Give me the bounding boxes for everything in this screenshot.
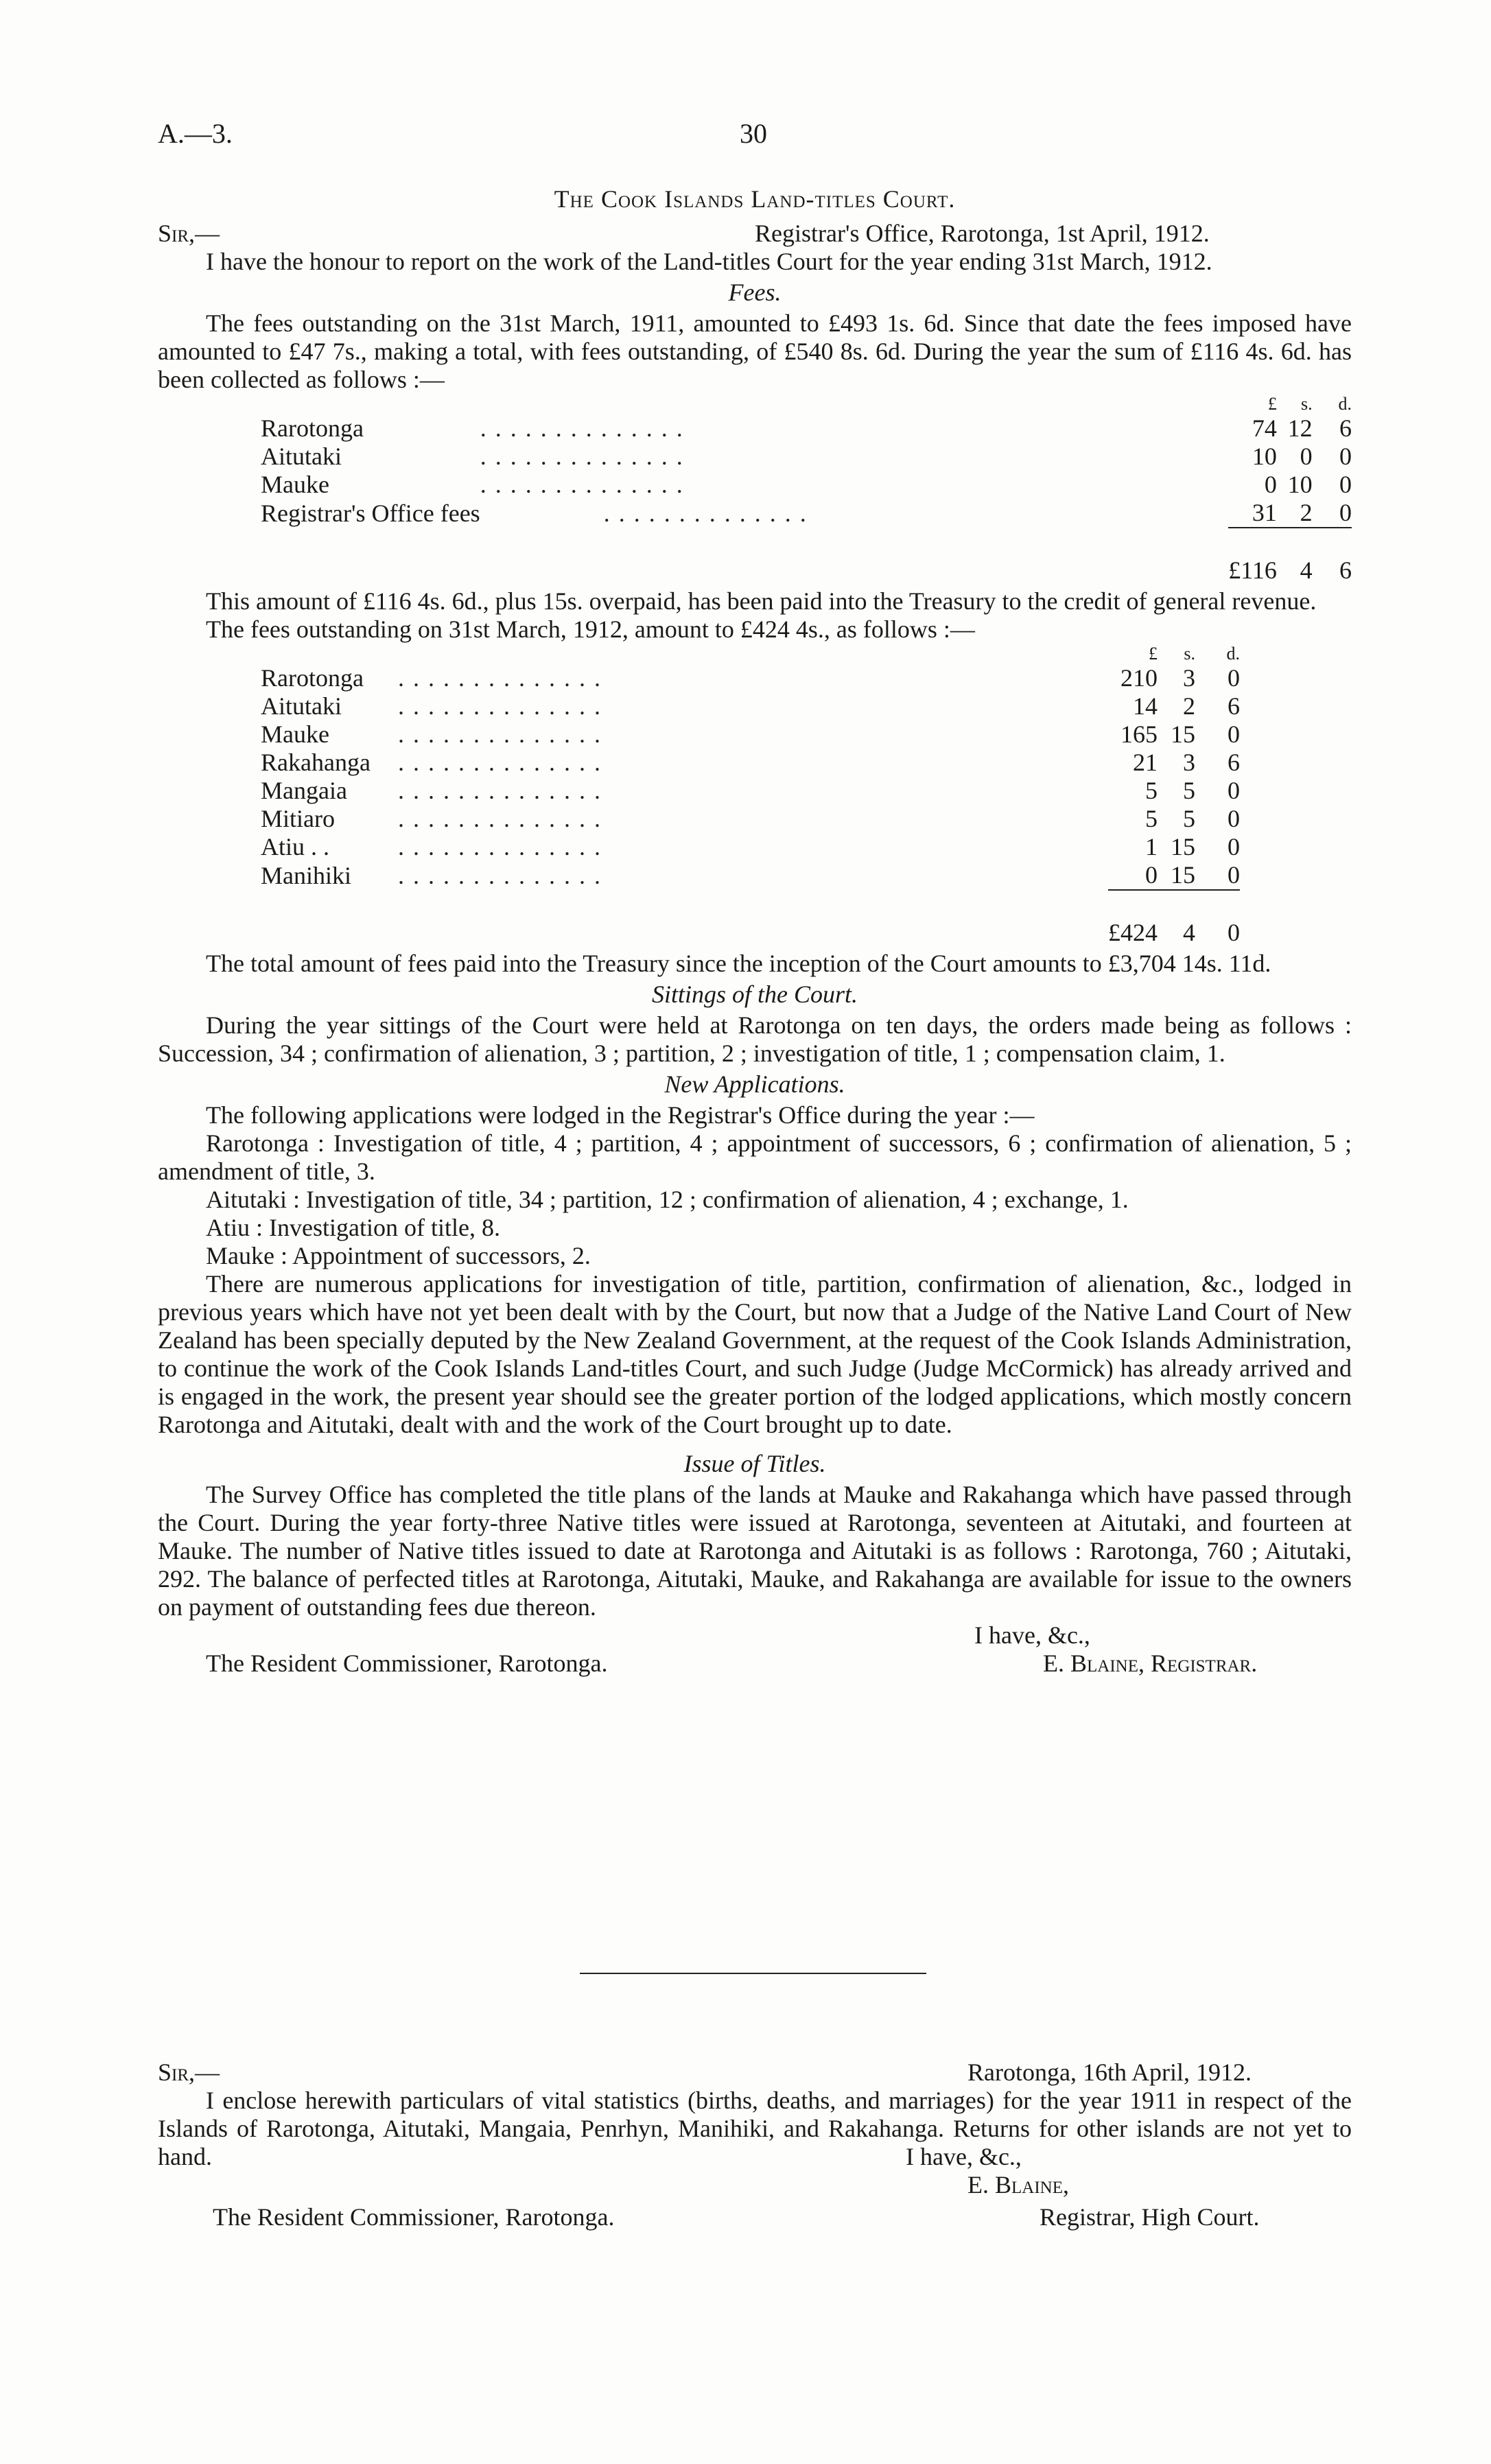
island-name: Mauke	[261, 471, 329, 498]
signature: E. Blaine, Registrar.	[1043, 1650, 1258, 1677]
titles-paragraph: The Survey Office has completed the title plans of the lands at Mauke and Rakahanga which have passed through the Court. During the year forty-three Native titles were issued at Rarotonga, seventeen at Aitutaki, and fourteen at Mauke. The number of Native titles issued to date at Rarotonga and Aitutaki is as follows : Rarotonga, 760 ; Aitutaki, 292. The balance of perfected titles at Rarotonga, Aitutaki, Mauke, and Rakahanga are available for issue to the owners on payment of outstanding fees due thereon.	[158, 1481, 1352, 1621]
total-pence: 0	[1228, 919, 1240, 946]
pence-header: d.	[1338, 394, 1352, 414]
titles-heading: Issue of Titles.	[683, 1450, 826, 1477]
shillings-cell: 3	[1183, 749, 1195, 776]
island-name: Manihiki	[261, 861, 351, 889]
signature-line	[158, 1650, 1352, 1678]
island-name: Rakahanga	[261, 749, 371, 776]
page-number: 30	[740, 118, 767, 149]
island-name: Rarotonga	[261, 414, 364, 442]
pence-cell: 0	[1228, 777, 1240, 804]
pounds-cell: 10	[1252, 443, 1277, 470]
table-row	[261, 414, 1352, 443]
table-row	[261, 777, 1240, 805]
fees-heading: Fees.	[728, 279, 782, 306]
shillings-cell: 10	[1287, 471, 1313, 498]
signature-line	[158, 2203, 1352, 2231]
letter-one	[158, 220, 1352, 1678]
signer-title: Registrar, High Court.	[1040, 2203, 1260, 2231]
table-row	[261, 471, 1352, 499]
island-name: Atiu . .	[261, 833, 330, 860]
shillings-header: s.	[1184, 644, 1195, 664]
applications-atiu: Atiu : Investigation of title, 8.	[206, 1214, 500, 1241]
table-row	[261, 861, 1240, 890]
pounds-cell: 74	[1252, 414, 1277, 442]
pounds-cell: 165	[1120, 720, 1158, 748]
island-name: Rarotonga	[261, 664, 364, 692]
item-name: Registrar's Office fees	[261, 499, 480, 527]
island-name: Aitutaki	[261, 692, 342, 720]
pence-cell: 6	[1228, 749, 1240, 776]
pence-cell: 6	[1228, 692, 1240, 720]
fees-paragraph: The fees outstanding on the 31st March, 1911, amounted to £493 1s. 6d. Since that date the fees imposed have amounted to £47 7s., making a total, with fees outstanding, of £540 8s. 6d. During the year the sum of £116 4s. 6d. has been collected as follows :—	[158, 309, 1352, 393]
pounds-cell: 14	[1133, 692, 1158, 720]
leader-dots: . . . . . . . . . . . . . .	[480, 414, 684, 442]
leader-dots: . . . . . . . . . . . . . .	[398, 805, 602, 832]
table-row	[261, 443, 1352, 471]
total-row	[261, 919, 1240, 947]
addressee: The Resident Commissioner, Rarotonga.	[206, 1650, 608, 1677]
total-pence: 6	[1339, 556, 1352, 584]
pence-cell: 0	[1339, 499, 1352, 526]
shillings-header: s.	[1301, 394, 1313, 414]
applications-mauke: Mauke : Appointment of successors, 2.	[206, 1242, 591, 1269]
total-pounds: £424	[1108, 919, 1158, 946]
total-shillings: 4	[1183, 919, 1195, 946]
leader-dots: . . . . . . . . . . . . . .	[603, 499, 808, 527]
table-row	[261, 664, 1240, 692]
table-row	[261, 833, 1240, 861]
pence-cell: 0	[1339, 471, 1352, 498]
closing-line	[158, 2143, 1352, 2171]
applications-intro: The following applications were lodged in the Registrar's Office during the year :—	[206, 1101, 1035, 1129]
pence-cell: 0	[1228, 720, 1240, 748]
table-row	[261, 749, 1240, 777]
total-row	[261, 556, 1352, 585]
island-name: Mauke	[261, 720, 329, 748]
pence-cell: 0	[1228, 861, 1240, 889]
table-row	[261, 720, 1240, 749]
leader-dots: . . . . . . . . . . . . . .	[398, 720, 602, 748]
island-name: Mangaia	[261, 777, 347, 804]
leader-dots: . . . . . . . . . . . . . .	[398, 861, 602, 889]
leader-dots: . . . . . . . . . . . . . .	[398, 833, 602, 860]
column-header-row	[261, 644, 1240, 664]
total-paragraph: The total amount of fees paid into the Treasury since the inception of the Court amounts to £3,704 14s. 11d.	[206, 950, 1271, 977]
sittings-heading: Sittings of the Court.	[651, 981, 858, 1008]
closing-line	[158, 1621, 1352, 1650]
island-name: Aitutaki	[261, 443, 342, 470]
signer: E. Blaine,	[967, 2171, 1069, 2198]
pounds-cell: 31	[1252, 499, 1277, 526]
shillings-cell: 12	[1287, 414, 1313, 442]
letter-body: I enclose herewith particulars of vital statistics (births, deaths, and marriages) for the year 1911 in respect of the Islands of Rarotonga, Aitutaki, Mangaia, Penrhyn, Manihiki, and Rakahanga. Returns for other islands are not yet to hand.	[158, 2087, 1352, 2170]
pounds-header: £	[1267, 394, 1277, 414]
leader-dots: . . . . . . . . . . . . . .	[398, 692, 602, 720]
leader-dots: . . . . . . . . . . . . . .	[480, 471, 684, 498]
table-row	[261, 499, 1352, 528]
closing: I have, &c.,	[974, 1621, 1090, 1649]
leader-dots: . . . . . . . . . . . . . .	[398, 749, 602, 776]
pounds-cell: 1	[1145, 833, 1158, 860]
letter-heading-line	[158, 2058, 1352, 2087]
outstanding-fees-table	[261, 644, 1240, 947]
separator-rule	[580, 1973, 926, 1974]
shillings-cell: 5	[1183, 805, 1195, 832]
pence-cell: 0	[1228, 833, 1240, 860]
pounds-cell: 210	[1120, 664, 1158, 692]
applications-rarotonga: Rarotonga : Investigation of title, 4 ; partition, 4 ; appointment of successors, 6 ; confirmation of alienation, 5 ; amendment of title, 3.	[158, 1129, 1352, 1185]
shillings-cell: 15	[1171, 720, 1195, 748]
salutation: Sir,—	[158, 220, 220, 247]
pounds-header: £	[1149, 644, 1158, 664]
pounds-cell: 0	[1145, 861, 1158, 889]
table-row	[261, 692, 1240, 720]
shillings-cell: 3	[1183, 664, 1195, 692]
applications-paragraph: There are numerous applications for investigation of title, partition, confirmation of alienation, &c., lodged in previous years which have not yet been dealt with by the Court, but now that a Judge of the Native Land Court of New Zealand has been specially deputed by the New Zealand Government, at the request of the Cook Islands Administration, to continue the work of the Cook Islands Land-titles Court, and such Judge (Judge McCormick) has already arrived and is engaged in the work, the present year should see the greater portion of the lodged applications, which mostly concern Rarotonga and Aitutaki, dealt with and the work of the Court brought up to date.	[158, 1270, 1352, 1438]
pence-cell: 0	[1228, 664, 1240, 692]
salutation: Sir,—	[158, 2058, 220, 2086]
table-row	[261, 805, 1240, 833]
pence-cell: 6	[1339, 414, 1352, 442]
total-pounds: £116	[1228, 556, 1277, 584]
pounds-cell: 5	[1145, 777, 1158, 804]
letter-heading-line	[158, 220, 1352, 248]
addressee: The Resident Commissioner, Rarotonga.	[213, 2203, 615, 2231]
shillings-cell: 2	[1183, 692, 1195, 720]
outstanding-intro: The fees outstanding on 31st March, 1912, amount to £424 4s., as follows :—	[206, 615, 975, 643]
shillings-cell: 2	[1300, 499, 1313, 526]
shillings-cell: 0	[1300, 443, 1313, 470]
page-header	[158, 110, 1352, 151]
shillings-cell: 15	[1171, 833, 1195, 860]
pence-cell: 0	[1339, 443, 1352, 470]
shillings-cell: 15	[1171, 861, 1195, 889]
pence-cell: 0	[1228, 805, 1240, 832]
applications-heading: New Applications.	[664, 1070, 845, 1098]
intro-paragraph: I have the honour to report on the work of the Land-titles Court for the year ending 31st March, 1912.	[206, 248, 1212, 275]
total-shillings: 4	[1300, 556, 1313, 584]
closing: I have, &c.,	[906, 2143, 1022, 2170]
pounds-cell: 5	[1145, 805, 1158, 832]
shillings-cell: 5	[1183, 777, 1195, 804]
island-name: Mitiaro	[261, 805, 335, 832]
treasury-paragraph: This amount of £116 4s. 6d., plus 15s. overpaid, has been paid into the Treasury to the credit of general revenue.	[206, 587, 1317, 615]
sender-address: Rarotonga, 16th April, 1912.	[967, 2058, 1252, 2086]
sittings-paragraph: During the year sittings of the Court were held at Rarotonga on ten days, the orders made being as follows : Succession, 34 ; confirmation of alienation, 3 ; partition, 2 ; investigation of title, 1 ; compensation claim, 1.	[158, 1011, 1352, 1067]
column-header-row	[261, 394, 1352, 414]
signer-line	[158, 2171, 1352, 2199]
leader-dots: . . . . . . . . . . . . . .	[398, 777, 602, 804]
pence-header: d.	[1226, 644, 1240, 664]
report-title: The Cook Islands Land-titles Court.	[554, 185, 956, 213]
leader-dots: . . . . . . . . . . . . . .	[398, 664, 602, 692]
leader-dots: . . . . . . . . . . . . . .	[480, 443, 684, 470]
total-rule-row	[261, 528, 1352, 556]
document-code: A.—3.	[158, 118, 233, 149]
letter-two	[158, 2058, 1352, 2231]
sender-address: Registrar's Office, Rarotonga, 1st April, 1912.	[755, 220, 1210, 247]
pounds-cell: 0	[1264, 471, 1277, 498]
total-rule-row	[261, 890, 1240, 919]
applications-aitutaki: Aitutaki : Investigation of title, 34 ; partition, 12 ; confirmation of alienation, 4 ; exchange, 1.	[206, 1186, 1129, 1213]
pounds-cell: 21	[1133, 749, 1158, 776]
collected-fees-table	[261, 394, 1352, 585]
